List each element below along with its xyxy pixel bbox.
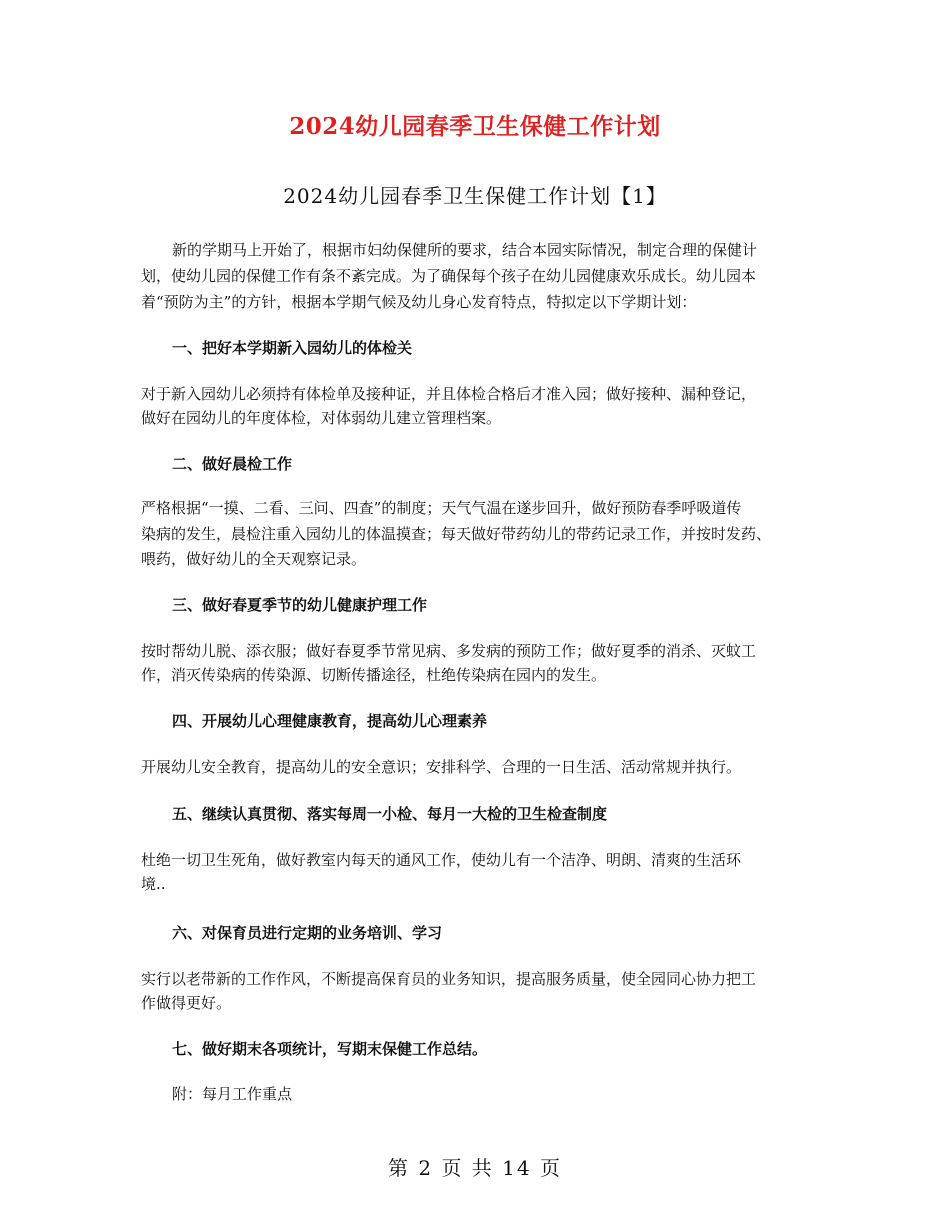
section-heading: 六、对保育员进行定期的业务培训、学习	[172, 924, 443, 942]
section-heading: 二、做好晨检工作	[172, 455, 293, 473]
intro-line: 划，使幼儿园的保健工作有条不紊完成。为了确保每个孩子在幼儿园健康欢乐成长。幼儿园本	[141, 267, 757, 285]
section-heading: 四、开展幼儿心理健康教育，提高幼儿心理素养	[172, 712, 488, 730]
page-footer: 第 2 页 共 14 页	[388, 1156, 562, 1180]
paragraph-line: 实行以老带新的工作作风，不断提高保育员的业务知识，提高服务质量，使全园同心协力把工	[141, 970, 757, 988]
paragraph-line: 做好在园幼儿的年度体检，对体弱幼儿建立管理档案。	[141, 409, 502, 427]
paragraph-line: 喂药，做好幼儿的全天观察记录。	[141, 550, 367, 568]
section-heading: 五、继续认真贯彻、落实每周一小检、每月一大检的卫生检查制度	[172, 805, 608, 823]
section-heading: 七、做好期末各项统计，写期末保健工作总结。	[172, 1040, 488, 1058]
document-title: 2024幼儿园春季卫生保健工作计划	[289, 113, 661, 140]
paragraph-line: 严格根据“一摸、二看、三问、四查”的制度；天气气温在遂步回升，做好预防春季呼吸道传	[141, 499, 742, 517]
paragraph-line: 开展幼儿安全教育，提高幼儿的安全意识；安排科学、合理的一日生活、活动常规并执行。	[141, 758, 742, 776]
paragraph-line: 对于新入园幼儿必须持有体检单及接种证，并且体检合格后才准入园；做好接种、漏种登记，	[141, 385, 757, 403]
paragraph-line: 作，消灭传染病的传染源、切断传播途径，杜绝传染病在园内的发生。	[141, 666, 607, 684]
paragraph-line: 杜绝一切卫生死角，做好教室内每天的通风工作，使幼儿有一个洁净、明朗、清爽的生活环	[141, 851, 742, 869]
document-subtitle: 2024幼儿园春季卫生保健工作计划【1】	[283, 184, 667, 208]
appendix-note: 附：每月工作重点	[172, 1085, 293, 1103]
paragraph-line: 按时帮幼儿脱、添衣服；做好春夏季节常见病、多发病的预防工作；做好夏季的消杀、灭蚊工	[141, 642, 757, 660]
section-heading: 三、做好春夏季节的幼儿健康护理工作	[172, 596, 428, 614]
paragraph-line: 染病的发生，晨检注重入园幼儿的体温摸查；每天做好带药幼儿的带药记录工作，并按时发药、	[141, 525, 772, 543]
paragraph-line: 境..	[141, 875, 166, 893]
paragraph-line: 作做得更好。	[141, 994, 232, 1012]
section-heading: 一、把好本学期新入园幼儿的体检关	[172, 339, 413, 357]
intro-line: 着“预防为主”的方针，根据本学期气候及幼儿身心发育特点，特拟定以下学期计划：	[141, 293, 697, 311]
intro-line: 新的学期马上开始了，根据市妇幼保健所的要求，结合本园实际情况，制定合理的保健计	[172, 241, 758, 259]
